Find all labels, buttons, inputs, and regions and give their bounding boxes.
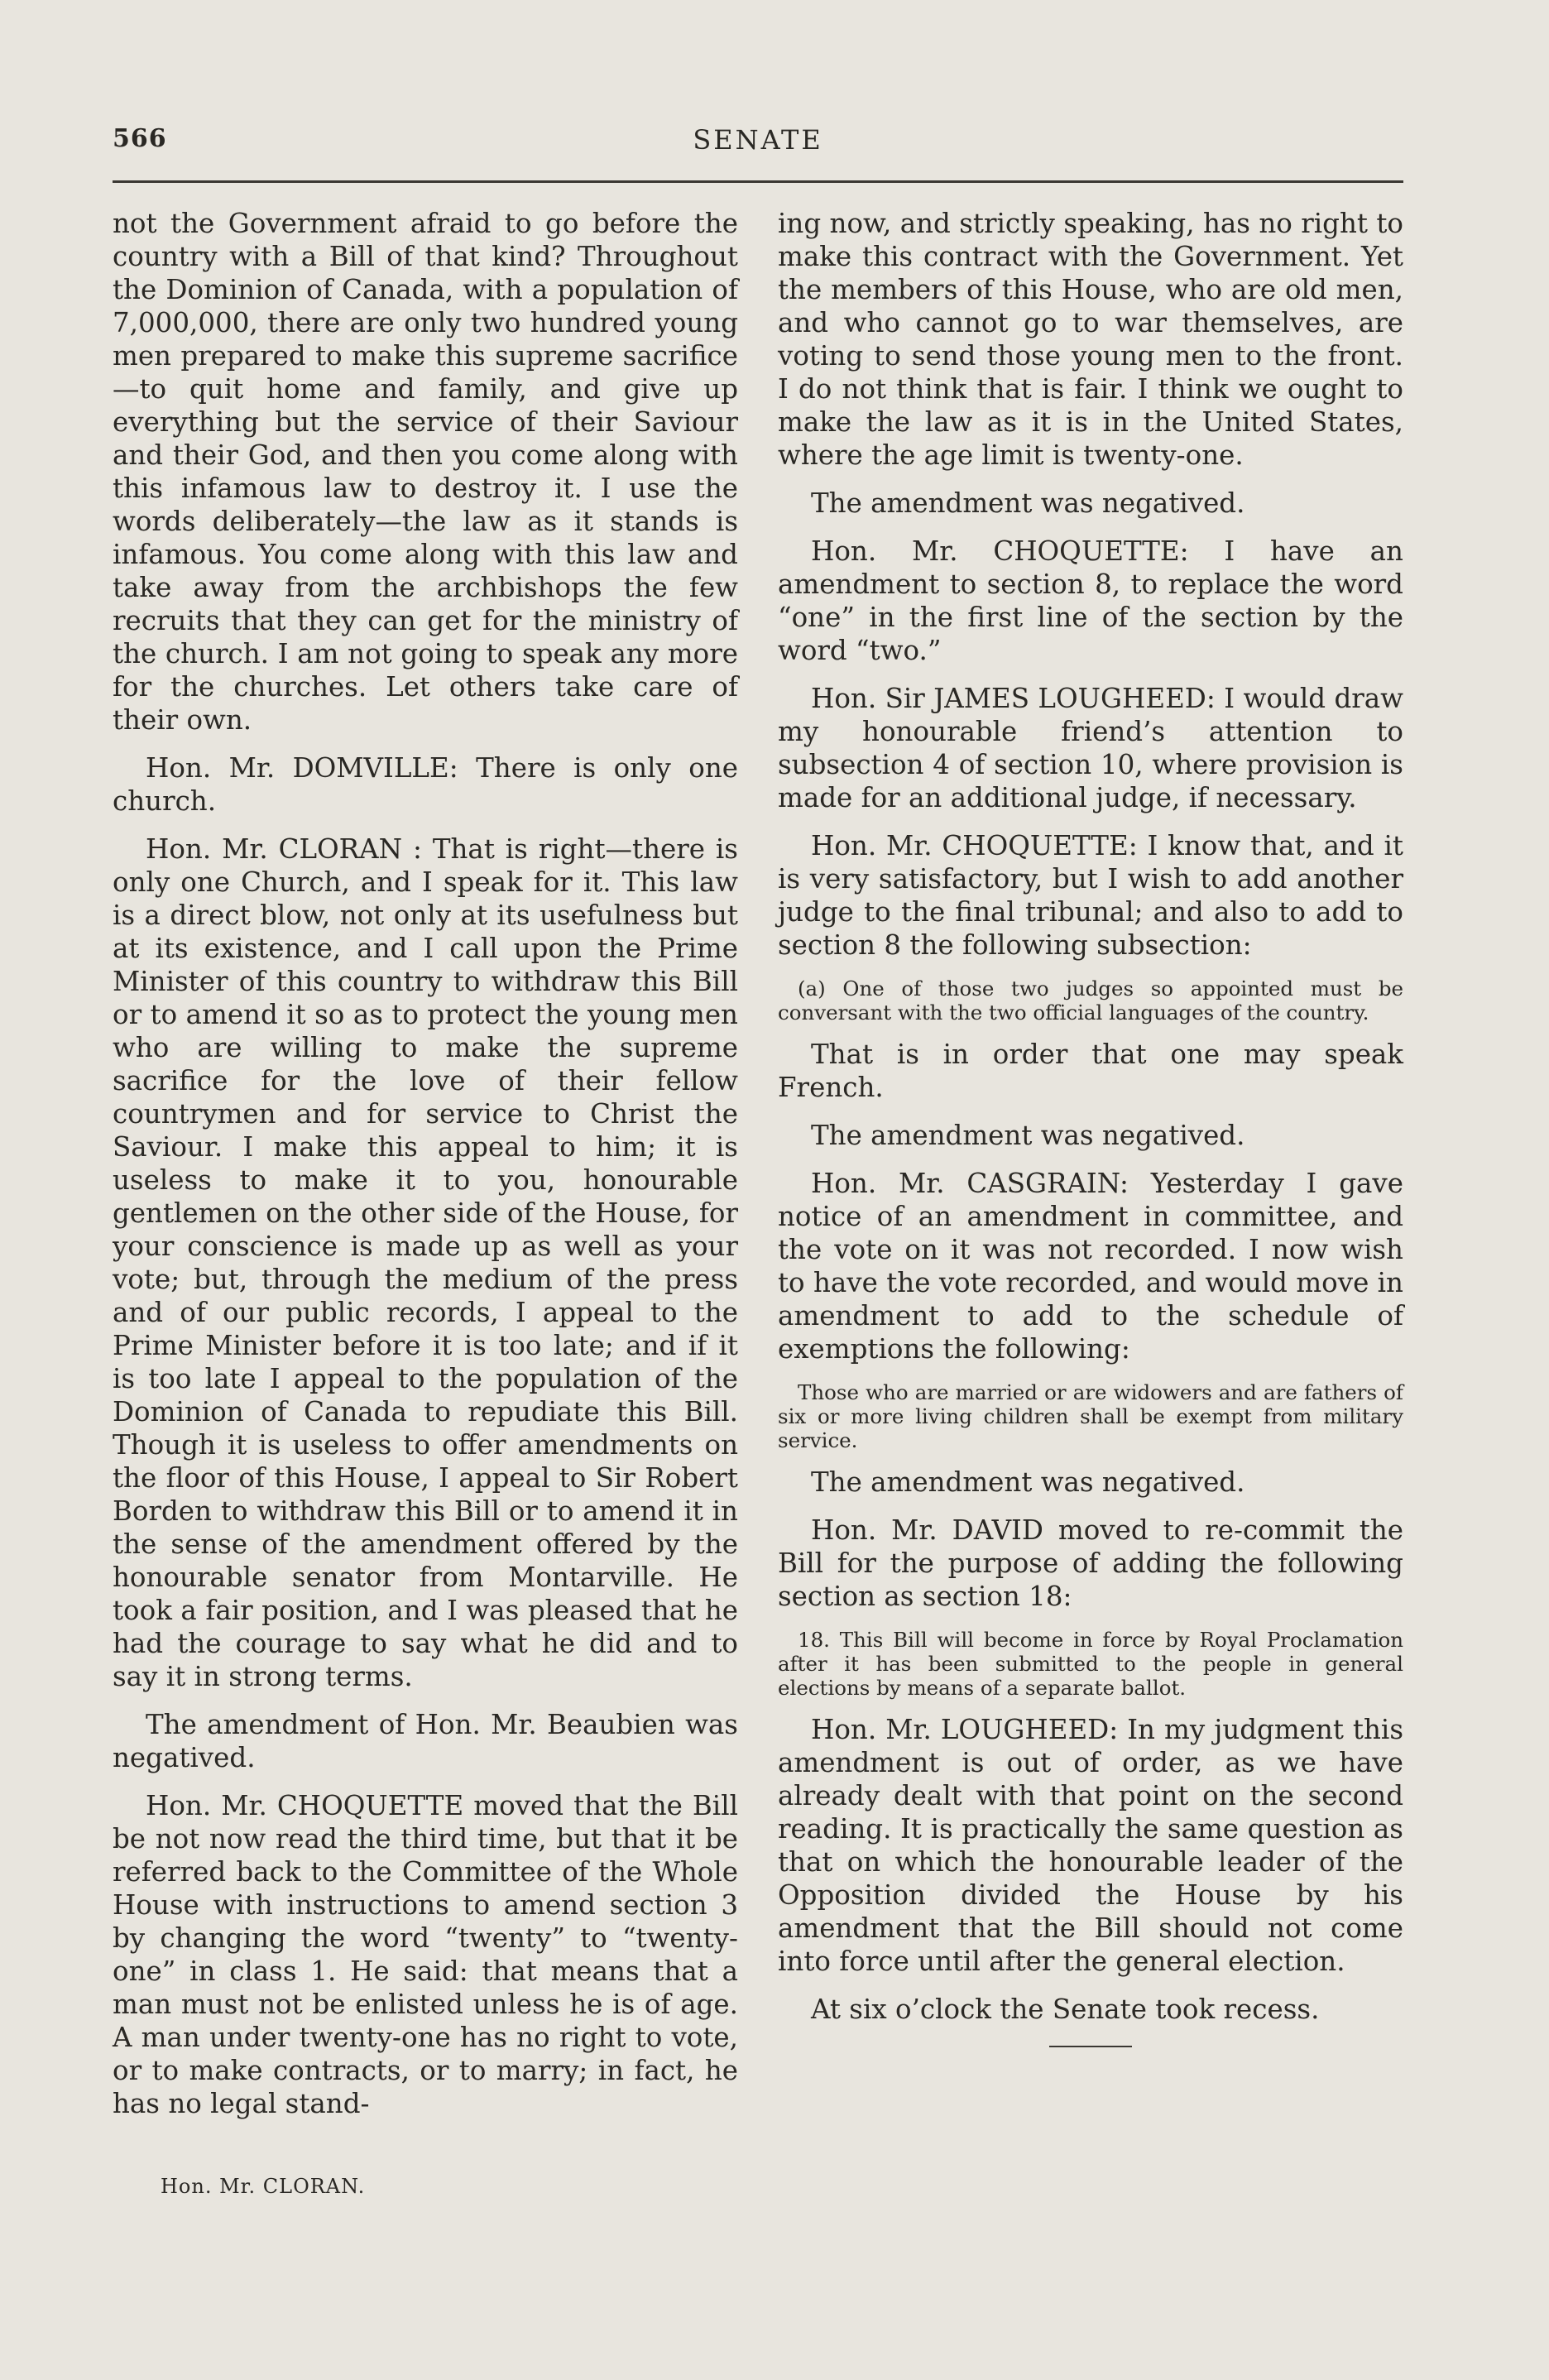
paragraph: Hon. Mr. DAVID moved to re-commit the Bill for the purpose of adding the following section as section 18: [778,1514,1403,1612]
paragraph: Hon. Mr. CHOQUETTE moved that the Bill be not now read the third time, but that it be referred back to the Committee of the Whole House with instructions to amend section 3 by changing the word “twenty” to “twenty-one” in class 1. He said: that means that a man must not be enlisted unless he is of age. A man under twenty-one has no right to vote, or to make contracts, or to marry; in fact, he has no legal stand- [113,1790,738,2119]
right-column [778,207,1403,2047]
paragraph: At six o’clock the Senate took recess. [811,1994,1320,2025]
end-rule [1049,2046,1132,2047]
paragraph: ing now, and strictly speaking, has no right to make this contract with the Government. Yet the members of this House, who are old men, and who cannot go to war themselves, are voting to send those young men to the front. I do not think that is fair. I think we ought to make the law as it is in the United States, where the age limit is twenty-one. [778,208,1403,471]
paragraph: The amendment was negatived. [811,1120,1245,1151]
paragraph: That is in order that one may speak French. [778,1039,1403,1103]
page-number: 566 [113,124,167,153]
paragraph: Hon. Mr. CASGRAIN: Yesterday I gave notice of an amendment in committee, and the vote on it was not recorded. I now wish to have the vote recorded, and would move in amendment to add to the schedule of exemptions the following: [778,1168,1403,1365]
paragraph: Hon. Mr. CHOQUETTE: I have an amendment to section 8, to replace the word “one” in the first line of the section by the word “two.” [778,535,1403,666]
paragraph: Hon. Mr. LOUGHEED: In my judgment this amendment is out of order, as we have already dealt with that point on the second reading. It is practically the same question as that on which the honourable leader of the Opposition divided the House by his amendment that the Bill should not come into force until after the general election. [778,1714,1403,1977]
quoted-amendment: Those who are married or are widowers and are fathers of six or more living children shall be exempt from military service. [778,1380,1403,1452]
paragraph: The amendment of Hon. Mr. Beaubien was negatived. [113,1709,738,1773]
paragraph: Hon. Mr. DOMVILLE: There is only one church. [113,752,738,817]
paragraph: Hon. Mr. CLORAN : That is right—there is only one Church, and I speak for it. This law is a direct blow, not only at its usefulness but at its existence, and I call upon the Prime Minister of this country to withdraw this Bill or to amend it so as to protect the young men who are willing to make the supreme sacrifice for the love of their fellow countrymen and for service to Christ the Saviour. I make this appeal to him; it is useless to make it to you, honourable gentlemen on the other side of the House, for your conscience is made up as well as your vote; but, through the medium of the press and of our public records, I appeal to the Prime Minister before it is too late; and if it is too late I appeal to the population of the Dominion of Canada to repudiate this Bill. Though it is useless to offer amendments on the floor of this House, I appeal to Sir Robert Borden to withdraw this Bill or to amend it in the sense of the amendment offered by the honourable senator from Montarville. He took a fair position, and I was pleased that he had the courage to say what he did and to say it in strong terms. [113,833,738,1692]
left-column [113,207,738,2135]
quoted-section: 18. This Bill will become in force by Royal Proclamation after it has been submitted to the people in general elections by means of a separate ballot. [778,1628,1403,1700]
paragraph: The amendment was negatived. [811,1466,1245,1498]
quoted-subsection: (a) One of those two judges so appointed must be conversant with the two official languages of the country. [778,976,1403,1024]
running-head: SENATE [693,124,823,156]
catchword: Hon. Mr. CLORAN. [161,2175,366,2198]
page-header [113,124,1403,170]
paragraph: not the Government afraid to go before the country with a Bill of that kind? Throughout the Dominion of Canada, with a population of 7,000,000, there are only two hundred young men prepared to make this supreme sacrifice—to quit home and family, and give up everything but the service of their Saviour and their God, and then you come along with this infamous law to destroy it. I use the words deliberately—the law as it stands is infamous. You come along with this law and take away from the archbishops the few recruits that they can get for the ministry of the church. I am not going to speak any more for the churches. Let others take care of their own. [113,208,738,736]
header-rule [113,180,1403,183]
paragraph: Hon. Mr. CHOQUETTE: I know that, and it is very satisfactory, but I wish to add another judge to the final tribunal; and also to add to section 8 the following subsection: [778,830,1403,961]
paragraph: Hon. Sir JAMES LOUGHEED: I would draw my honourable friend’s attention to subsection 4 of section 10, where provision is made for an additional judge, if necessary. [778,683,1403,813]
paragraph: The amendment was negatived. [811,487,1245,519]
